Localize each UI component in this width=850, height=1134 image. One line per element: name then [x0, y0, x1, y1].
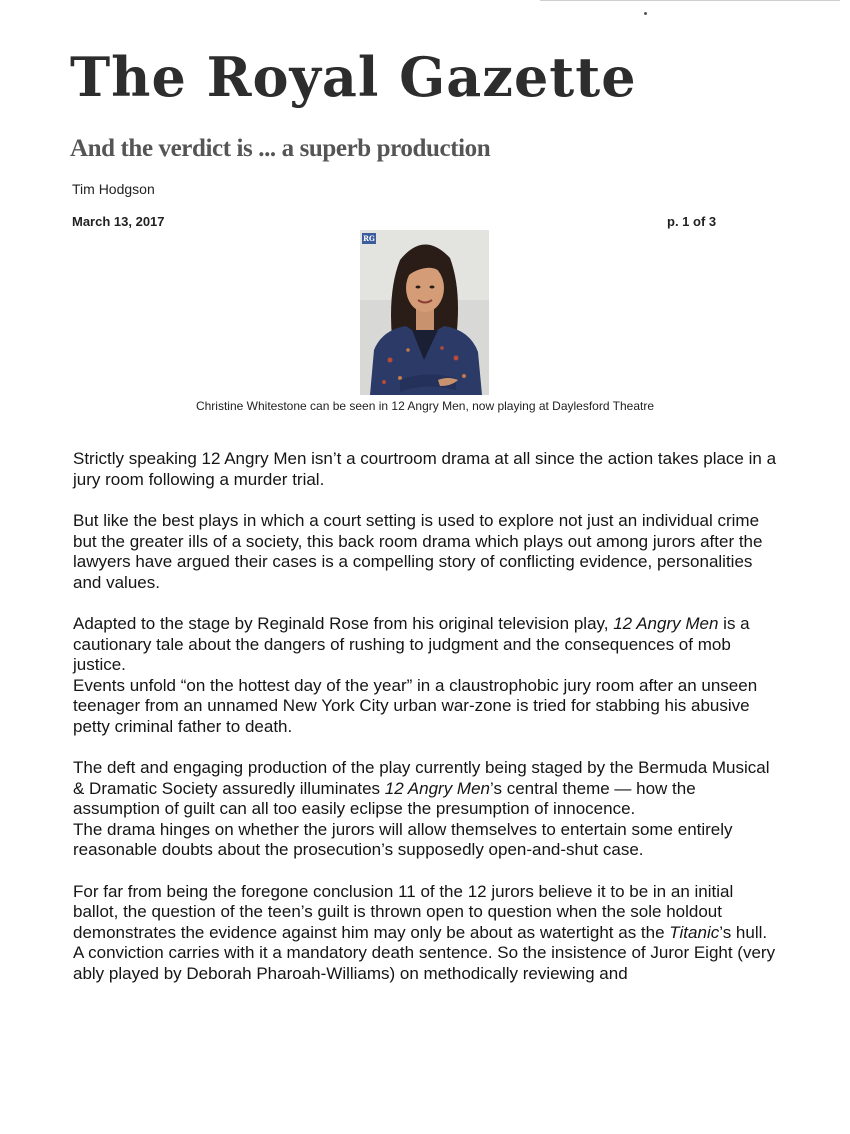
scan-speck: [644, 12, 647, 15]
article-paragraph: Strictly speaking 12 Angry Men isn’t a courtroom drama at all since the action takes place in a jury room following a murder trial.: [73, 449, 777, 489]
article-byline: Tim Hodgson: [72, 181, 155, 197]
article-paragraph: The drama hinges on whether the jurors will allow themselves to entertain some entirely reasonable doubts about the prosecution’s supposedly open-and-shut case.: [73, 819, 733, 859]
scan-edge-line: [540, 0, 840, 1]
article-paragraph: For far from being the foregone conclusion 11 of the 12 jurors believe it to be in an initial ballot, the question of the teen’s guilt is thrown open to question when the sole holdout demonstrates the evidence against him may only be about as watertight as the Titanic’s hull.: [73, 881, 768, 942]
article-date: March 13, 2017: [72, 214, 165, 229]
article-photo: [360, 230, 489, 395]
play-title: 12 Angry Men: [613, 614, 719, 633]
ship-title: Titanic: [669, 922, 720, 942]
masthead-title: The Royal Gazette: [70, 45, 637, 109]
article-paragraph: Events unfold “on the hottest day of the year” in a claustrophobic jury room after an unseen teenager from an unnamed New York City urban war-zone is tried for stabbing his abusive petty criminal father to death.: [73, 675, 758, 736]
play-title: 12 Angry Men: [384, 778, 490, 798]
newspaper-logo-badge: RG: [363, 234, 375, 243]
portrait-illustration: [360, 230, 489, 395]
article-paragraph: Adapted to the stage by Reginald Rose from his original television play, 12 Angry Men is a cautionary tale about the dangers of rushing to judgment and the consequences of mob justice.: [73, 614, 750, 674]
page-indicator: p. 1 of 3: [667, 214, 717, 229]
article-paragraph: A conviction carries with it a mandatory death sentence. So the insistence of Juror Eight (very ably played by Deborah Pharoah-Williams) on methodically reviewing and: [73, 943, 776, 983]
photo-caption: Christine Whitestone can be seen in 12 Angry Men, now playing at Daylesford Theatre: [195, 399, 655, 413]
article-paragraph: The deft and engaging production of the play currently being staged by the Bermuda Musical & Dramatic Society assuredly illuminates 12 Angry Men’s central theme — how the assumption of guilt can all too easily eclipse the presumption of innocence.: [73, 758, 770, 818]
article-body: [73, 449, 783, 984]
article-paragraph: But like the best plays in which a court setting is used to explore not just an individual crime but the greater ills of a society, this back room drama which plays out among jurors after the lawyers have argued their cases is a compelling story of conflicting evidence, personalities and values.: [73, 511, 763, 592]
article-headline: And the verdict is ... a superb production: [70, 135, 491, 162]
